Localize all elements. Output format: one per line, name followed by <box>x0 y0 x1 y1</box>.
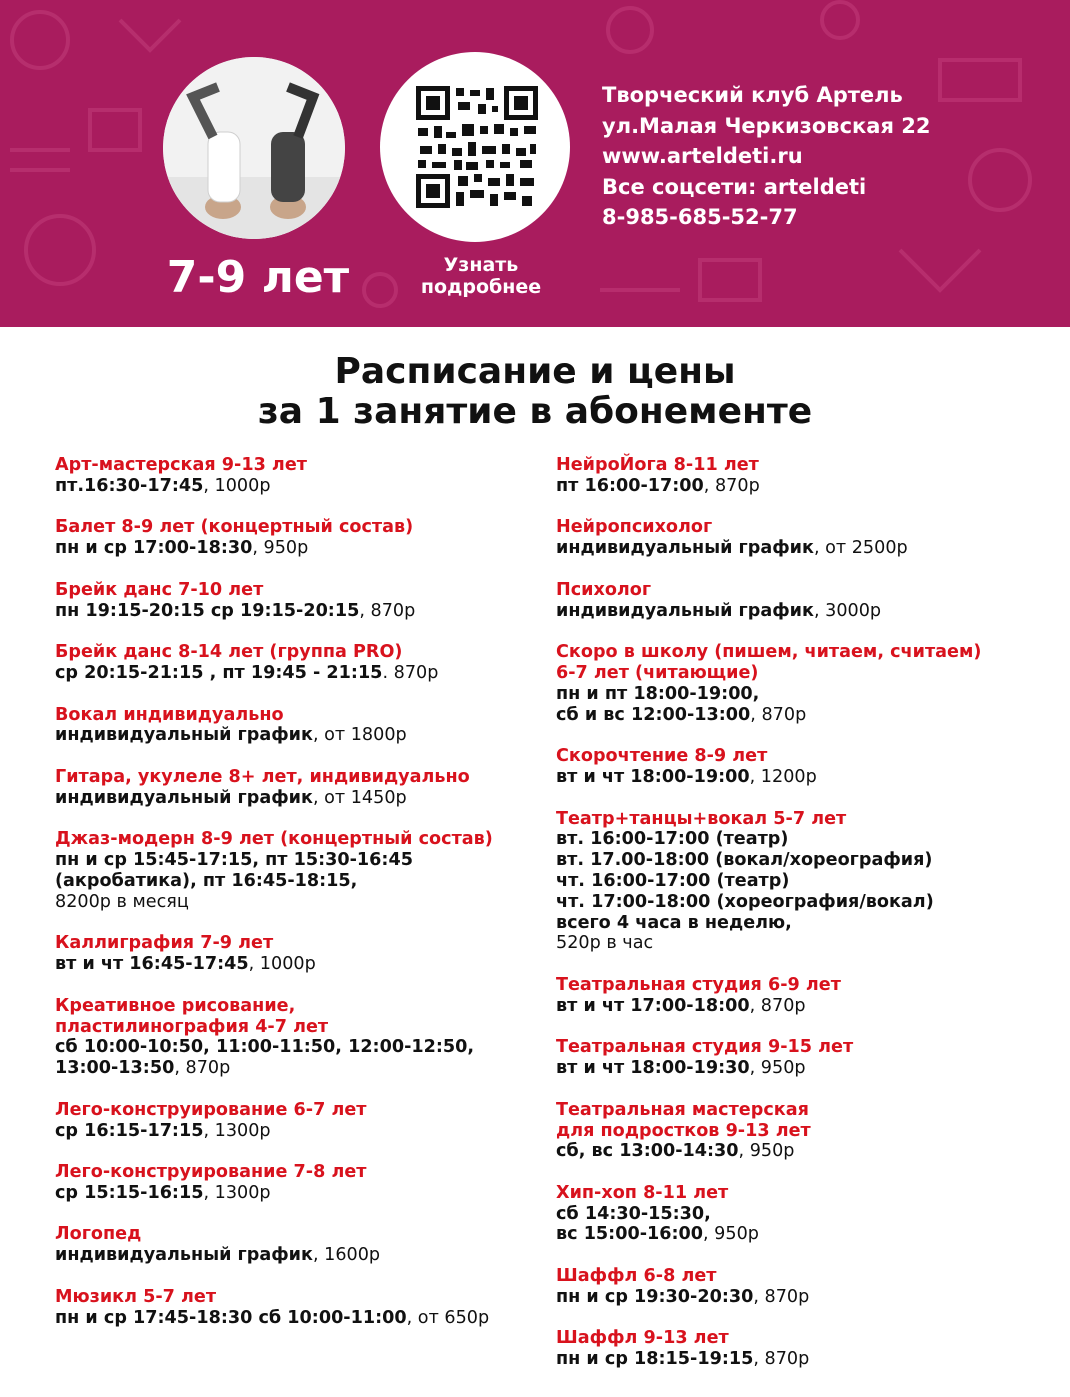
class-name: НейроЙога 8-11 лет <box>556 455 759 475</box>
class-schedule-line <box>55 871 535 892</box>
class-entry <box>55 1100 535 1142</box>
class-schedule: индивидуальный график <box>556 600 814 621</box>
class-schedule: пн и пт 18:00-19:00, <box>556 683 760 704</box>
class-price: , 1000р <box>203 475 271 496</box>
club-website-link[interactable]: www.arteldeti.ru <box>602 144 803 168</box>
class-schedule-line <box>556 601 1056 622</box>
class-price: , 870р <box>753 1286 810 1307</box>
class-name: Нейропсихолог <box>556 517 713 538</box>
class-schedule-line <box>556 1287 1056 1308</box>
class-schedule-line <box>55 476 535 497</box>
class-schedule: индивидуальный график <box>55 787 313 808</box>
dancers-photo <box>163 57 345 239</box>
class-schedule: ср 20:15-21:15 , пт 19:45 - 21:15 <box>55 662 383 683</box>
class-name: Джаз-модерн 8-9 лет (концертный состав) <box>55 829 493 850</box>
age-range: 7-9 лет <box>166 252 350 303</box>
class-price: , 950р <box>252 538 309 559</box>
class-schedule-line <box>55 1308 535 1329</box>
class-entry <box>556 517 1056 559</box>
class-schedule: вт и чт 18:00-19:30 <box>556 1058 750 1079</box>
class-entry <box>55 767 535 809</box>
page-title <box>0 352 1070 432</box>
class-schedule-line <box>556 538 1056 559</box>
class-schedule-line <box>55 1183 535 1204</box>
class-price: , 870р <box>703 475 760 496</box>
class-price: . 870р <box>382 662 439 683</box>
class-schedule-line <box>55 1037 535 1058</box>
class-schedule: всего 4 часа в неделю, <box>556 912 792 933</box>
class-price: , 870р <box>750 704 807 725</box>
qr-circle <box>380 52 570 242</box>
class-entry <box>556 1037 1056 1079</box>
class-schedule-line <box>55 663 535 684</box>
class-price: 8200р в месяц <box>55 891 189 912</box>
header-banner <box>0 0 1070 327</box>
class-price: , от 650р <box>406 1307 490 1328</box>
class-entry <box>55 517 535 559</box>
class-entry <box>55 455 535 497</box>
class-schedule-line <box>55 954 535 975</box>
class-name-continued: пластилинография 4-7 лет <box>55 1016 329 1037</box>
class-entry <box>55 1287 535 1329</box>
class-name: Скорочтение 8-9 лет <box>556 746 768 767</box>
class-entry <box>55 933 535 975</box>
class-name: Психолог <box>556 579 652 600</box>
class-schedule-line <box>556 684 1056 705</box>
class-schedule: пн и ср 17:00-18:30 <box>55 538 253 559</box>
class-schedule-line <box>556 705 1056 726</box>
class-schedule-line <box>55 1121 535 1142</box>
class-schedule: вт. 16:00-17:00 (театр) <box>556 829 789 850</box>
class-name: Логопед <box>55 1224 142 1245</box>
class-price: 520р в час <box>556 933 654 954</box>
class-schedule: вс 15:00-16:00 <box>556 1224 703 1245</box>
class-entry <box>55 580 535 622</box>
title-line-2: за 1 занятие в абонементе <box>257 391 813 432</box>
club-contact-info <box>602 80 930 233</box>
class-schedule: вт и чт 16:45-17:45 <box>55 954 249 975</box>
class-schedule: индивидуальный график <box>55 1245 313 1266</box>
class-schedule-line <box>556 1224 1056 1245</box>
class-schedule-line <box>55 601 535 622</box>
class-schedule: ср 16:15-17:15 <box>55 1120 204 1141</box>
class-schedule-line <box>55 892 535 913</box>
class-price: , от 2500р <box>813 538 908 559</box>
class-schedule: пт 16:00-17:00 <box>556 475 704 496</box>
class-name: Шаффл 6-8 лет <box>556 1266 717 1287</box>
class-name: Скоро в школу (пишем, читаем, считаем) <box>556 642 982 663</box>
class-schedule: сб 10:00-10:50, 11:00-11:50, 12:00-12:50, <box>55 1037 475 1058</box>
class-schedule-line <box>55 788 535 809</box>
class-name: Театральная студия 9-15 лет <box>556 1037 854 1058</box>
class-price: , 870р <box>753 1349 810 1370</box>
title-line-1: Расписание и цены <box>334 351 736 392</box>
class-entry <box>556 580 1056 622</box>
class-entry <box>556 642 1056 725</box>
class-entry <box>556 455 1056 497</box>
class-name: Брейк данс 8-14 лет (группа PRO) <box>55 642 403 663</box>
class-schedule-line <box>556 892 1056 913</box>
class-schedule-line <box>556 767 1056 788</box>
club-socials: Все соцсети: arteldeti <box>602 174 867 199</box>
class-name: Мюзикл 5-7 лет <box>55 1286 217 1307</box>
class-entry <box>556 1266 1056 1308</box>
class-schedule: вт. 17.00-18:00 (вокал/хореография) <box>556 850 933 871</box>
class-price: , 1200р <box>749 766 817 787</box>
learn-more-caption: Узнать подробнее <box>420 254 542 298</box>
class-schedule-line <box>556 871 1056 892</box>
class-name-continued: 6-7 лет (читающие) <box>556 662 759 683</box>
class-name: Лего-конструирование 6-7 лет <box>55 1099 367 1120</box>
class-schedule: пн и ср 15:45-17:15, пт 15:30-16:45 <box>55 850 413 871</box>
club-phone[interactable]: 8-985-685-52-77 <box>602 205 798 229</box>
class-price: , 1300р <box>203 1120 271 1141</box>
class-price: , 870р <box>359 600 416 621</box>
class-name: Креативное рисование, <box>55 995 296 1016</box>
class-schedule-line <box>55 538 535 559</box>
class-price: , 950р <box>703 1224 759 1245</box>
class-name: Каллиграфия 7-9 лет <box>55 933 274 954</box>
class-name: Театральная студия 6-9 лет <box>556 974 841 995</box>
class-entry <box>556 746 1056 788</box>
class-schedule-line <box>55 1245 535 1266</box>
class-price: , 1000р <box>248 954 316 975</box>
class-price: , 1600р <box>312 1245 381 1266</box>
class-schedule-line <box>556 1141 1056 1162</box>
class-schedule: сб, вс 13:00-14:30 <box>556 1141 739 1162</box>
class-schedule: ср 15:15-16:15 <box>55 1182 204 1203</box>
class-schedule-line <box>556 1058 1056 1079</box>
class-name-continued: для подростков 9-13 лет <box>556 1120 811 1141</box>
class-schedule-line <box>55 850 535 871</box>
club-name: Творческий клуб Артель <box>602 83 903 107</box>
class-name: Гитара, укулеле 8+ лет, индивидуально <box>55 766 470 787</box>
class-price: , 1300р <box>203 1182 271 1203</box>
class-schedule: чт. 17:00-18:00 (хореография/вокал) <box>556 891 934 912</box>
class-schedule: вт и чт 18:00-19:00 <box>556 766 750 787</box>
class-schedule: 13:00-13:50 <box>55 1058 175 1079</box>
class-schedule: сб и вс 12:00-13:00 <box>556 704 751 725</box>
class-name: Балет 8-9 лет (концертный состав) <box>55 517 414 538</box>
class-entry <box>556 809 1056 955</box>
class-price: , 870р <box>749 995 806 1016</box>
class-price: , от 1450р <box>312 787 407 808</box>
class-schedule: индивидуальный график <box>55 725 313 746</box>
class-name: Театральная мастерская <box>556 1099 809 1120</box>
class-name: Шаффл 9-13 лет <box>556 1328 729 1349</box>
class-entry <box>55 1224 535 1266</box>
class-entry <box>556 1328 1056 1370</box>
qr-code-icon[interactable] <box>416 86 538 208</box>
class-schedule-line <box>556 850 1056 871</box>
class-schedule: пн и ср 18:15-19:15 <box>556 1349 754 1370</box>
class-name: Лего-конструирование 7-8 лет <box>55 1162 367 1183</box>
class-entry <box>55 642 535 684</box>
class-name: Арт-мастерская 9-13 лет <box>55 455 307 475</box>
class-schedule: пн и ср 17:45-18:30 сб 10:00-11:00 <box>55 1307 407 1328</box>
class-price: , 870р <box>174 1058 231 1079</box>
class-schedule: чт. 16:00-17:00 (театр) <box>556 870 790 891</box>
class-schedule: (акробатика), пт 16:45-18:15, <box>55 870 358 891</box>
class-schedule: индивидуальный график <box>556 538 814 559</box>
class-schedule-line <box>556 1204 1056 1225</box>
class-price: , 950р <box>749 1058 806 1079</box>
class-entry <box>556 975 1056 1017</box>
class-schedule-line <box>556 476 1056 497</box>
class-name: Театр+танцы+вокал 5-7 лет <box>556 808 847 829</box>
class-price: , от 1800р <box>312 725 407 746</box>
class-entry <box>55 829 535 912</box>
class-name: Брейк данс 7-10 лет <box>55 579 264 600</box>
class-name: Вокал индивидуально <box>55 704 284 725</box>
class-schedule: пн и ср 19:30-20:30 <box>556 1286 754 1307</box>
class-name: Хип-хоп 8-11 лет <box>556 1182 729 1203</box>
class-schedule-line <box>556 933 1056 954</box>
class-schedule-line <box>556 996 1056 1017</box>
class-schedule-line <box>55 725 535 746</box>
class-entry <box>556 1100 1056 1162</box>
class-schedule-line <box>556 1349 1056 1370</box>
class-schedule: пн 19:15-20:15 ср 19:15-20:15 <box>55 600 360 621</box>
class-entry <box>55 1162 535 1204</box>
class-schedule: сб 14:30-15:30, <box>556 1203 711 1224</box>
class-price: , 3000р <box>813 600 882 621</box>
class-price: , 950р <box>738 1141 795 1162</box>
class-schedule: вт и чт 17:00-18:00 <box>556 995 750 1016</box>
class-entry <box>556 1183 1056 1245</box>
schedule-column-right <box>556 455 1056 1391</box>
schedule-column-left <box>55 455 535 1349</box>
class-entry <box>55 705 535 747</box>
class-schedule: пт.16:30-17:45 <box>55 475 204 496</box>
club-address: ул.Малая Черкизовская 22 <box>602 113 931 138</box>
class-schedule-line <box>556 829 1056 850</box>
class-schedule-line <box>55 1058 535 1079</box>
class-schedule-line <box>556 913 1056 934</box>
class-entry <box>55 996 535 1079</box>
